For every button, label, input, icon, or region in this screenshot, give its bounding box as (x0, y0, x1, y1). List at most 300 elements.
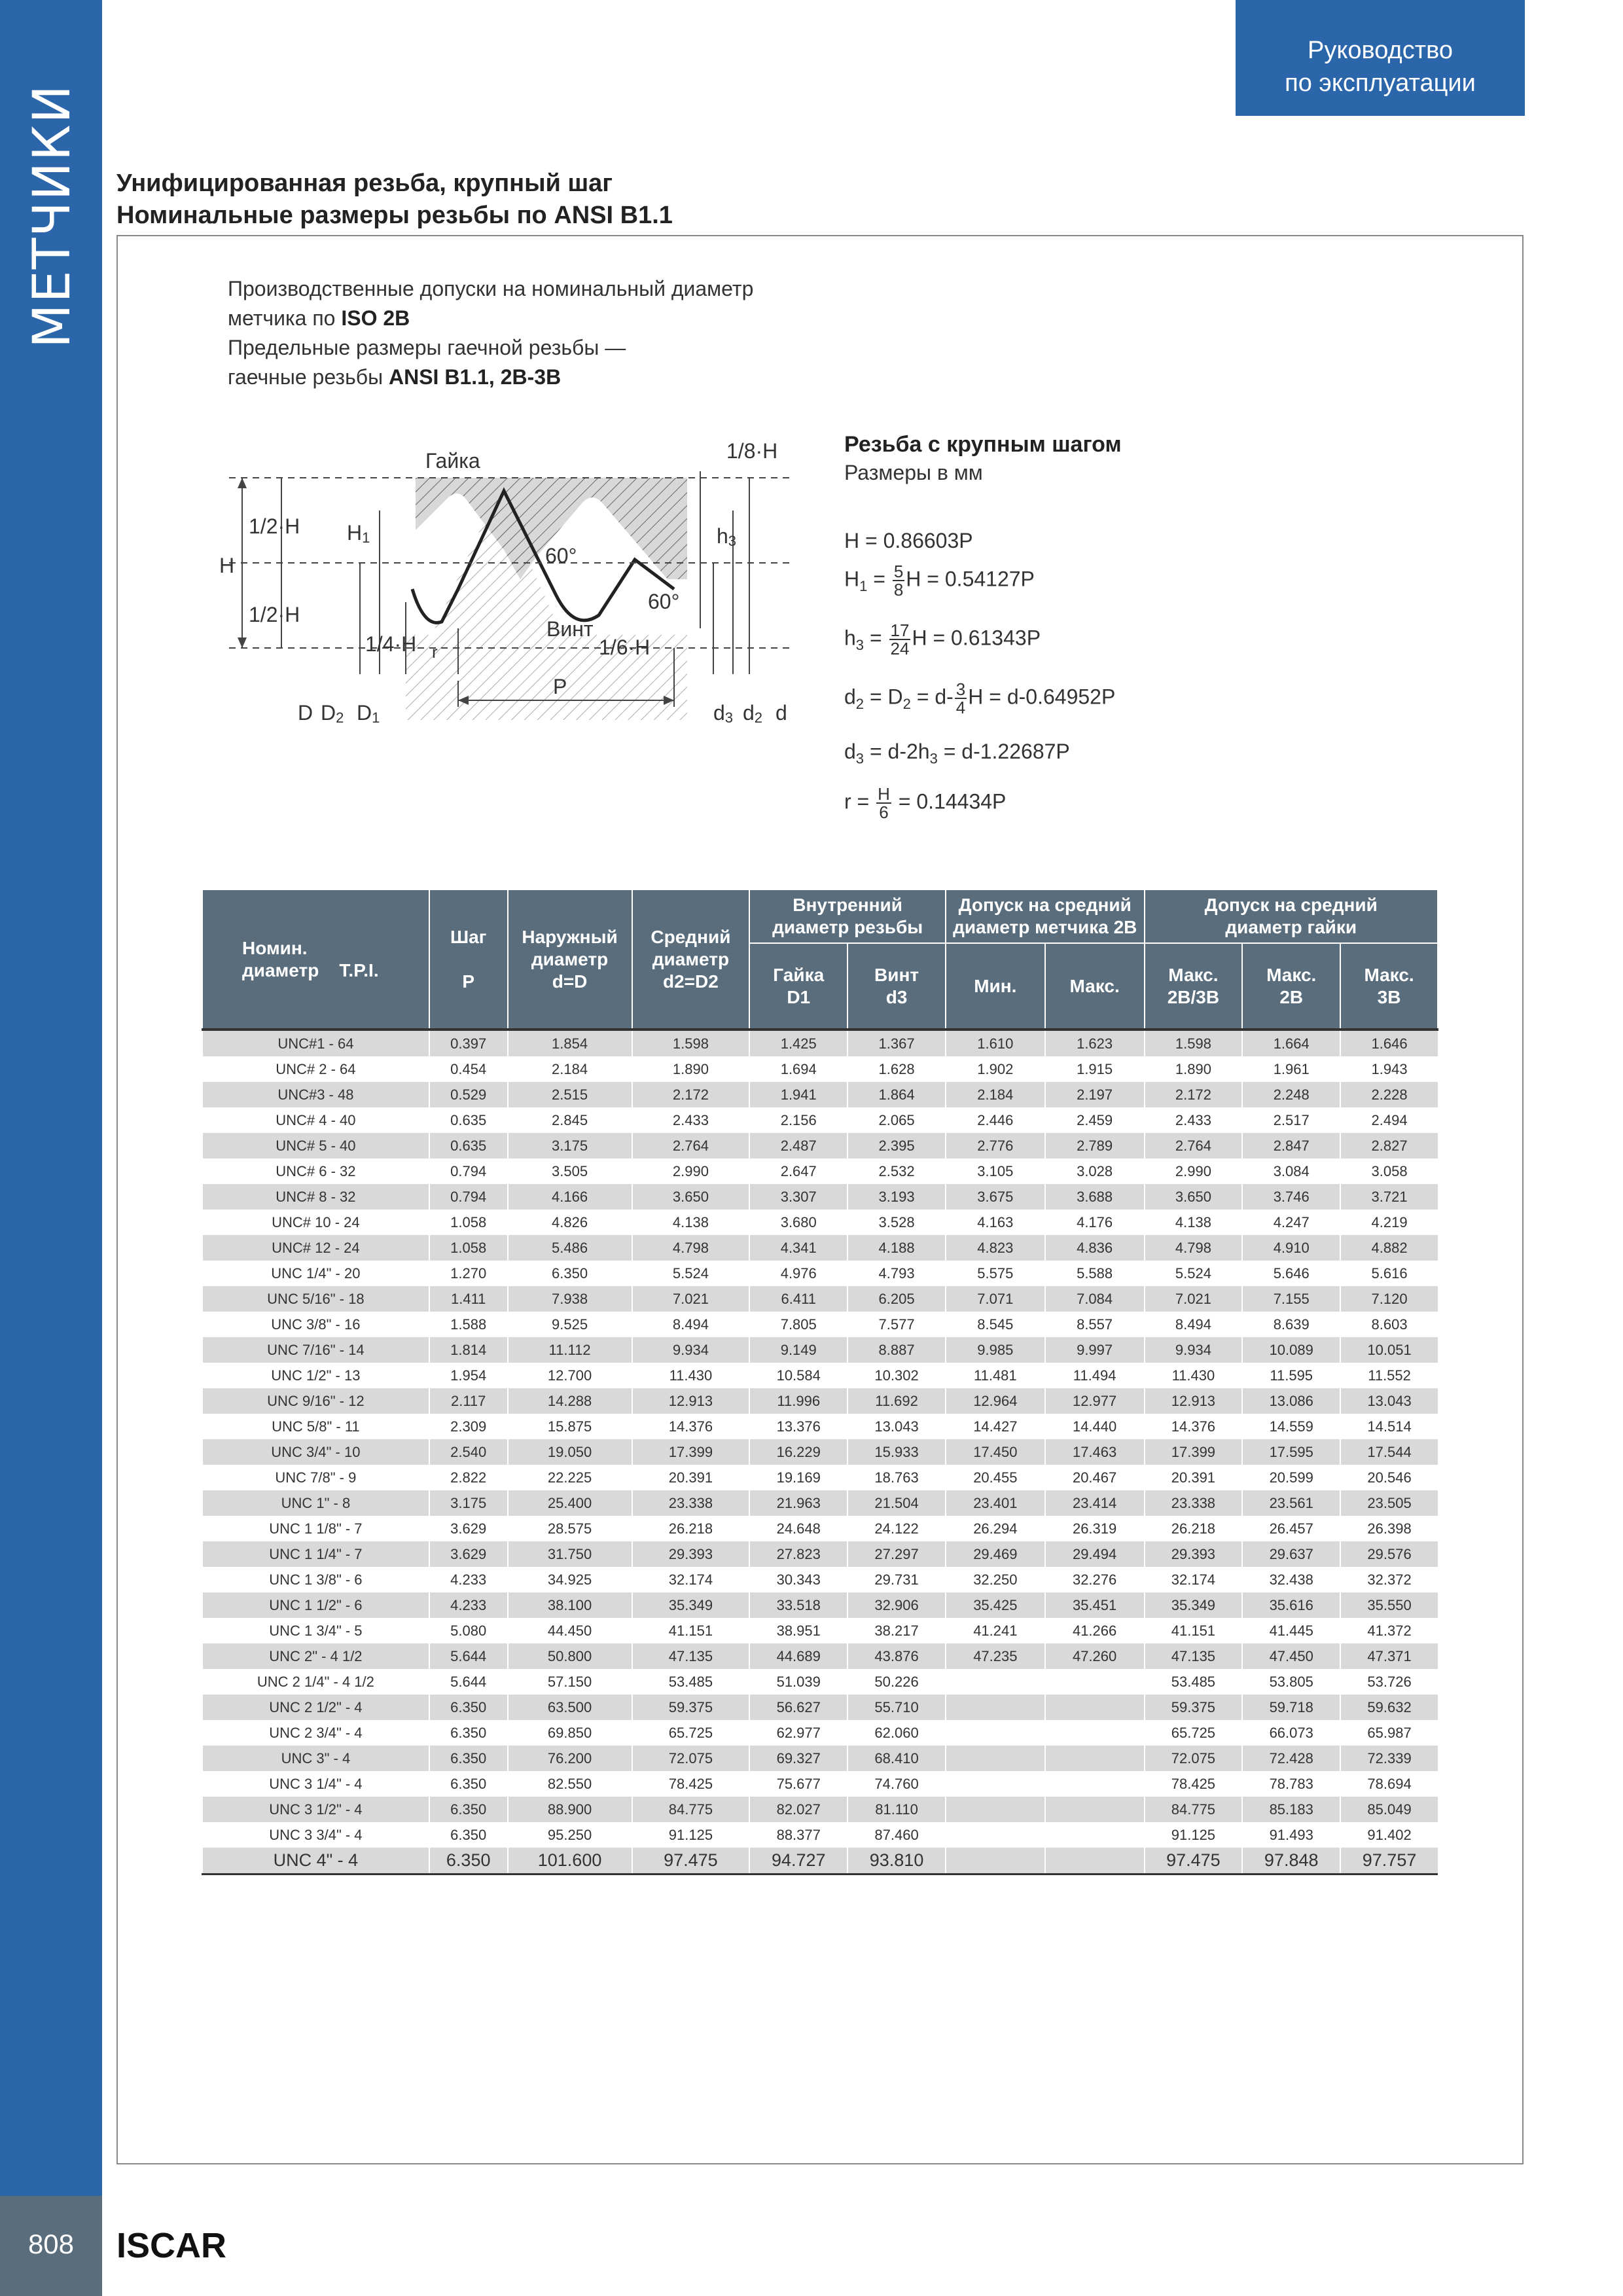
table-cell: 13.376 (749, 1414, 847, 1439)
table-cell: 9.985 (946, 1337, 1045, 1363)
table-cell: 2.487 (749, 1133, 847, 1158)
table-cell: 6.350 (429, 1771, 508, 1797)
table-cell: 3.721 (1340, 1184, 1438, 1210)
table-cell: 2.197 (1045, 1082, 1145, 1107)
table-cell: 0.794 (429, 1158, 508, 1184)
table-cell: 29.637 (1242, 1541, 1340, 1567)
table-cell: 2.184 (508, 1056, 632, 1082)
table-cell: 10.089 (1242, 1337, 1340, 1363)
table-cell: 4.341 (749, 1235, 847, 1261)
table-cell: UNC 1 3/4" - 5 (202, 1618, 429, 1643)
table-cell: 4.233 (429, 1592, 508, 1618)
table-cell: 5.486 (508, 1235, 632, 1261)
table-cell: 1.890 (1145, 1056, 1243, 1082)
label-d: d (776, 701, 787, 725)
table-cell: 32.276 (1045, 1567, 1145, 1592)
table-cell: 91.125 (1145, 1822, 1243, 1848)
label-screw: Винт (546, 617, 594, 641)
table-cell: 2.172 (632, 1082, 750, 1107)
table-cell: 5.575 (946, 1261, 1045, 1286)
table-cell: 3.058 (1340, 1158, 1438, 1184)
table-cell: 1.628 (847, 1056, 946, 1082)
table-cell: 1.915 (1045, 1056, 1145, 1082)
table-cell: 15.875 (508, 1414, 632, 1439)
table-cell: 33.518 (749, 1592, 847, 1618)
table-row (202, 1490, 1438, 1516)
table-cell: 11.112 (508, 1337, 632, 1363)
label-angle-1: 60° (545, 544, 577, 567)
table-row (202, 1388, 1438, 1414)
table-cell: 6.350 (429, 1848, 508, 1874)
table-cell: 32.372 (1340, 1567, 1438, 1592)
table-cell: 23.505 (1340, 1490, 1438, 1516)
table-cell: 12.977 (1045, 1388, 1145, 1414)
table-cell: 12.700 (508, 1363, 632, 1388)
table-cell: 9.149 (749, 1337, 847, 1363)
table-cell: 8.494 (1145, 1312, 1243, 1337)
table-cell: UNC 2 3/4" - 4 (202, 1720, 429, 1746)
table-row (202, 1848, 1438, 1874)
section-label-text: МЕТЧИКИ (23, 84, 82, 348)
table-cell: 2.248 (1242, 1082, 1340, 1107)
col-tap-max: Макс. (1045, 943, 1145, 1030)
table-cell: 2.172 (1145, 1082, 1243, 1107)
table-cell: 28.575 (508, 1516, 632, 1541)
table-cell: 53.485 (1145, 1669, 1243, 1695)
table-cell: 20.391 (632, 1465, 750, 1490)
table-cell: 3.028 (1045, 1158, 1145, 1184)
table-cell: 4.793 (847, 1261, 946, 1286)
table-cell (946, 1822, 1045, 1848)
table-cell: 2.433 (632, 1107, 750, 1133)
table-cell: UNC 3/4" - 10 (202, 1439, 429, 1465)
table-cell: 2.789 (1045, 1133, 1145, 1158)
table-row (202, 1184, 1438, 1210)
table-cell: 4.836 (1045, 1235, 1145, 1261)
table-cell: 41.372 (1340, 1618, 1438, 1643)
label-h12-top: 1/2·H (249, 514, 300, 538)
table-cell: 4.233 (429, 1567, 508, 1592)
table-cell: 53.485 (632, 1669, 750, 1695)
table-cell: 20.455 (946, 1465, 1045, 1490)
table-cell: 23.338 (1145, 1490, 1243, 1516)
col-nut-max-3b: Макс. 3B (1340, 943, 1438, 1030)
table-cell: 4.798 (632, 1235, 750, 1261)
table-cell: 20.599 (1242, 1465, 1340, 1490)
table-cell: 1.954 (429, 1363, 508, 1388)
table-cell: 3.629 (429, 1516, 508, 1541)
table-cell: 11.494 (1045, 1363, 1145, 1388)
table-cell: 7.120 (1340, 1286, 1438, 1312)
col-nut-max-2b: Макс. 2B (1242, 943, 1340, 1030)
section-label (13, 84, 92, 348)
table-cell: 7.805 (749, 1312, 847, 1337)
table-cell: 43.876 (847, 1643, 946, 1669)
table-cell: 2.494 (1340, 1107, 1438, 1133)
label-h16: 1/6·H (599, 636, 651, 659)
table-cell (946, 1746, 1045, 1771)
table-cell: 2.395 (847, 1133, 946, 1158)
table-cell: UNC# 4 - 40 (202, 1107, 429, 1133)
table-cell: UNC 5/8" - 11 (202, 1414, 429, 1439)
table-cell: 26.398 (1340, 1516, 1438, 1541)
intro-line-4 (228, 363, 753, 392)
table-row (202, 1643, 1438, 1669)
table-cell: 65.987 (1340, 1720, 1438, 1746)
table-cell: 14.288 (508, 1388, 632, 1414)
table-cell: 2.228 (1340, 1082, 1438, 1107)
table-cell: 101.600 (508, 1848, 632, 1874)
table-cell: 78.425 (632, 1771, 750, 1797)
table-cell: 55.710 (847, 1695, 946, 1720)
table-cell: 32.174 (1145, 1567, 1243, 1592)
table-cell: 41.241 (946, 1618, 1045, 1643)
table-cell: 30.343 (749, 1567, 847, 1592)
table-cell: 69.327 (749, 1746, 847, 1771)
table-cell: 20.467 (1045, 1465, 1145, 1490)
table-cell: 3.688 (1045, 1184, 1145, 1210)
table-cell: 11.552 (1340, 1363, 1438, 1388)
table-cell: 17.399 (632, 1439, 750, 1465)
table-cell: 4.882 (1340, 1235, 1438, 1261)
table-cell: 7.071 (946, 1286, 1045, 1312)
table-cell: 63.500 (508, 1695, 632, 1720)
table-cell: 8.887 (847, 1337, 946, 1363)
table-row (202, 1363, 1438, 1388)
table-row (202, 1210, 1438, 1235)
table-cell: 2.990 (632, 1158, 750, 1184)
table-row (202, 1030, 1438, 1056)
table-cell: 72.075 (632, 1746, 750, 1771)
header-badge (1236, 0, 1525, 116)
intro-line-2-bold: ISO 2B (341, 306, 410, 330)
col-pitch: Шаг P (429, 889, 508, 1030)
table-cell: 23.414 (1045, 1490, 1145, 1516)
header-line-1: Руководство (1307, 37, 1454, 64)
table-cell: 6.350 (429, 1695, 508, 1720)
table-cell: 4.163 (946, 1210, 1045, 1235)
table-row (202, 1669, 1438, 1695)
label-angle-2: 60° (648, 590, 680, 613)
table-cell: 2.309 (429, 1414, 508, 1439)
intro-line-1: Производственные допуски на номинальный диаметр (228, 277, 754, 300)
table-cell: 1.367 (847, 1030, 946, 1056)
table-cell (946, 1695, 1045, 1720)
col-nominal: Номин. диаметр T.P.I. (202, 889, 429, 1030)
table-cell: 85.183 (1242, 1797, 1340, 1822)
formula-H: H = 0.86603P (844, 529, 973, 552)
table-cell: 23.338 (632, 1490, 750, 1516)
table-cell: 4.247 (1242, 1210, 1340, 1235)
table-cell: 0.635 (429, 1107, 508, 1133)
table-cell: 84.775 (1145, 1797, 1243, 1822)
table-cell: UNC 1 1/2" - 6 (202, 1592, 429, 1618)
intro-line-2 (228, 304, 753, 333)
table-cell: 51.039 (749, 1669, 847, 1695)
table-cell: 7.021 (632, 1286, 750, 1312)
table-cell: 78.425 (1145, 1771, 1243, 1797)
table-cell: 6.350 (508, 1261, 632, 1286)
table-cell: 8.545 (946, 1312, 1045, 1337)
table-cell: 14.376 (1145, 1414, 1243, 1439)
table-cell: 17.463 (1045, 1439, 1145, 1465)
table-cell: 32.250 (946, 1567, 1045, 1592)
table-cell: 59.718 (1242, 1695, 1340, 1720)
table-cell (946, 1669, 1045, 1695)
table-cell: 1.941 (749, 1082, 847, 1107)
table-cell: 53.805 (1242, 1669, 1340, 1695)
table-row (202, 1158, 1438, 1184)
table-cell: 4.138 (632, 1210, 750, 1235)
table-cell: 15.933 (847, 1439, 946, 1465)
table-cell (1045, 1797, 1145, 1822)
table-cell: 27.823 (749, 1541, 847, 1567)
table-cell: UNC 2" - 4 1/2 (202, 1643, 429, 1669)
table-row (202, 1312, 1438, 1337)
table-cell: 25.400 (508, 1490, 632, 1516)
label-d2: d2 (743, 701, 763, 726)
label-h12-bottom: 1/2·H (249, 603, 300, 626)
table-cell: 32.906 (847, 1592, 946, 1618)
table-cell: 6.350 (429, 1720, 508, 1746)
table-cell: 6.205 (847, 1286, 946, 1312)
table-cell: 23.401 (946, 1490, 1045, 1516)
page-title (116, 168, 673, 232)
table-cell: 1.694 (749, 1056, 847, 1082)
table-cell: 1.943 (1340, 1056, 1438, 1082)
table-cell: 7.084 (1045, 1286, 1145, 1312)
table-row (202, 1618, 1438, 1643)
table-cell: 76.200 (508, 1746, 632, 1771)
table-cell: UNC# 5 - 40 (202, 1133, 429, 1158)
table-cell: UNC 1/2" - 13 (202, 1363, 429, 1388)
label-r: r (432, 642, 438, 662)
table-cell: 10.584 (749, 1363, 847, 1388)
table-cell: 29.393 (1145, 1541, 1243, 1567)
table-cell: 35.616 (1242, 1592, 1340, 1618)
table-cell: UNC 1/4" - 20 (202, 1261, 429, 1286)
label-h18: 1/8·H (726, 439, 778, 463)
table-cell: 29.393 (632, 1541, 750, 1567)
table-cell: 5.644 (429, 1643, 508, 1669)
table-cell: 59.375 (632, 1695, 750, 1720)
formula-d2: $d_2 = D_2 = d-$ $\frac{3}{4}$ H = d-0.64952P (844, 679, 1116, 717)
table-cell: 17.595 (1242, 1439, 1340, 1465)
table-cell: 1.598 (1145, 1030, 1243, 1056)
table-cell: 1.623 (1045, 1030, 1145, 1056)
table-cell: 29.469 (946, 1541, 1045, 1567)
table-cell: 6.411 (749, 1286, 847, 1312)
intro-line-4-bold: ANSI B1.1, 2B-3B (388, 365, 562, 389)
table-cell: 78.694 (1340, 1771, 1438, 1797)
table-row (202, 1261, 1438, 1286)
table-cell: 3.680 (749, 1210, 847, 1235)
table-cell: 1.425 (749, 1030, 847, 1056)
table-row (202, 1082, 1438, 1107)
table-cell: 2.776 (946, 1133, 1045, 1158)
label-H: H (219, 554, 235, 577)
table-cell: 5.646 (1242, 1261, 1340, 1286)
table-cell: 35.550 (1340, 1592, 1438, 1618)
table-cell: 59.632 (1340, 1695, 1438, 1720)
table-cell: 26.457 (1242, 1516, 1340, 1541)
table-cell: 18.763 (847, 1465, 946, 1490)
table-cell: 35.349 (632, 1592, 750, 1618)
table-cell: 0.794 (429, 1184, 508, 1210)
title-line-2: Номинальные размеры резьбы по ANSI B1.1 (116, 202, 673, 229)
thread-profile-diagram (216, 432, 805, 740)
table-cell: 7.938 (508, 1286, 632, 1312)
table-cell: 3.307 (749, 1184, 847, 1210)
label-D1: D1 (357, 701, 380, 726)
table-cell: 8.603 (1340, 1312, 1438, 1337)
table-cell: 38.100 (508, 1592, 632, 1618)
table-cell: UNC 1" - 8 (202, 1490, 429, 1516)
table-cell: 14.514 (1340, 1414, 1438, 1439)
table-body (202, 1030, 1438, 1874)
table-cell: 26.294 (946, 1516, 1045, 1541)
table-cell: 19.169 (749, 1465, 847, 1490)
table-cell: UNC 1 1/4" - 7 (202, 1541, 429, 1567)
table-cell: 1.961 (1242, 1056, 1340, 1082)
intro-line-2-text: метчика по (228, 306, 342, 330)
label-H1: H1 (347, 521, 370, 546)
table-cell: 1.664 (1242, 1030, 1340, 1056)
table-cell: 26.218 (1145, 1516, 1243, 1541)
table-row (202, 1592, 1438, 1618)
label-h14: 1/4·H (365, 632, 417, 656)
table-row (202, 1541, 1438, 1567)
table-cell: 7.577 (847, 1312, 946, 1337)
table-cell: 29.494 (1045, 1541, 1145, 1567)
table-cell: 2.156 (749, 1107, 847, 1133)
table-cell: 32.174 (632, 1567, 750, 1592)
table-cell: 21.504 (847, 1490, 946, 1516)
table-cell: 14.440 (1045, 1414, 1145, 1439)
table-cell: 41.151 (632, 1618, 750, 1643)
table-cell: 12.913 (1145, 1388, 1243, 1414)
table-cell: 4.219 (1340, 1210, 1438, 1235)
table-cell: 5.588 (1045, 1261, 1145, 1286)
table-cell: 4.176 (1045, 1210, 1145, 1235)
table-cell: 3.650 (632, 1184, 750, 1210)
table-row (202, 1133, 1438, 1158)
table-cell: 88.377 (749, 1822, 847, 1848)
table-cell: 5.644 (429, 1669, 508, 1695)
table-cell: UNC 3 1/2" - 4 (202, 1797, 429, 1822)
table-cell: 2.117 (429, 1388, 508, 1414)
col-nut-tol-group: Допуск на средний диаметр гайки (1145, 889, 1438, 943)
table-cell: 10.051 (1340, 1337, 1438, 1363)
table-cell: 1.270 (429, 1261, 508, 1286)
table-cell: UNC 3 1/4" - 4 (202, 1771, 429, 1797)
table-cell: UNC 3 3/4" - 4 (202, 1822, 429, 1848)
table-cell: 41.445 (1242, 1618, 1340, 1643)
table-row (202, 1771, 1438, 1797)
table-cell: 11.430 (632, 1363, 750, 1388)
table-cell: 35.425 (946, 1592, 1045, 1618)
table-cell: 19.050 (508, 1439, 632, 1465)
table-cell: 4.798 (1145, 1235, 1243, 1261)
table-cell: 7.155 (1242, 1286, 1340, 1312)
col-outer: Наружный диаметр d=D (508, 889, 632, 1030)
col-mid: Средний диаметр d2=D2 (632, 889, 750, 1030)
table-cell: 1.610 (946, 1030, 1045, 1056)
table-cell: 10.302 (847, 1363, 946, 1388)
intro-text (228, 274, 753, 392)
table-cell: 2.515 (508, 1082, 632, 1107)
table-cell: 9.997 (1045, 1337, 1145, 1363)
table-cell: 1.902 (946, 1056, 1045, 1082)
table-cell: 94.727 (749, 1848, 847, 1874)
table-cell: 47.235 (946, 1643, 1045, 1669)
table-cell: 13.086 (1242, 1388, 1340, 1414)
intro-line-3: Предельные размеры гаечной резьбы — (228, 336, 626, 359)
table-cell: 2.845 (508, 1107, 632, 1133)
table-cell: 2.822 (429, 1465, 508, 1490)
table-cell: UNC 2 1/2" - 4 (202, 1695, 429, 1720)
table-cell: 44.689 (749, 1643, 847, 1669)
table-row (202, 1720, 1438, 1746)
label-P: P (553, 675, 567, 698)
col-inner-group: Внутренний диаметр резьбы (749, 889, 946, 943)
table-cell: 2.065 (847, 1107, 946, 1133)
table-cell: 31.750 (508, 1541, 632, 1567)
table-cell: 3.175 (508, 1133, 632, 1158)
table-cell: 69.850 (508, 1720, 632, 1746)
table-cell: 24.648 (749, 1516, 847, 1541)
table-cell: 81.110 (847, 1797, 946, 1822)
table-cell: 2.847 (1242, 1133, 1340, 1158)
table-row (202, 1337, 1438, 1363)
table-cell: 0.397 (429, 1030, 508, 1056)
table-cell: UNC 7/16" - 14 (202, 1337, 429, 1363)
table-cell: 6.350 (429, 1746, 508, 1771)
table-cell: 56.627 (749, 1695, 847, 1720)
table-cell: UNC 9/16" - 12 (202, 1388, 429, 1414)
table-cell: 5.080 (429, 1618, 508, 1643)
table-cell: UNC# 10 - 24 (202, 1210, 429, 1235)
table-cell: 26.319 (1045, 1516, 1145, 1541)
table-cell: 3.175 (429, 1490, 508, 1516)
table-cell: 3.528 (847, 1210, 946, 1235)
table-cell: 12.964 (946, 1388, 1045, 1414)
table-cell: 3.746 (1242, 1184, 1340, 1210)
table-cell: 27.297 (847, 1541, 946, 1567)
table-cell: 4.138 (1145, 1210, 1243, 1235)
table-cell: 57.150 (508, 1669, 632, 1695)
table-cell: 1.411 (429, 1286, 508, 1312)
table-cell: 47.135 (1145, 1643, 1243, 1669)
table-cell: 0.529 (429, 1082, 508, 1107)
formula-title: Резьба с крупным шагом (844, 432, 1122, 457)
table-cell: 4.910 (1242, 1235, 1340, 1261)
table-cell: 88.900 (508, 1797, 632, 1822)
table-cell: 66.073 (1242, 1720, 1340, 1746)
table-cell: 3.675 (946, 1184, 1045, 1210)
header-line-2: по эксплуатации (1285, 69, 1476, 97)
table-cell: 91.402 (1340, 1822, 1438, 1848)
table-cell: 3.193 (847, 1184, 946, 1210)
table-cell: 41.266 (1045, 1618, 1145, 1643)
table-cell: 62.977 (749, 1720, 847, 1746)
table-cell: UNC 7/8" - 9 (202, 1465, 429, 1490)
table-cell: 16.229 (749, 1439, 847, 1465)
table-cell: 8.639 (1242, 1312, 1340, 1337)
table-cell: UNC 5/16" - 18 (202, 1286, 429, 1312)
table-cell: 2.517 (1242, 1107, 1340, 1133)
table-cell: 34.925 (508, 1567, 632, 1592)
